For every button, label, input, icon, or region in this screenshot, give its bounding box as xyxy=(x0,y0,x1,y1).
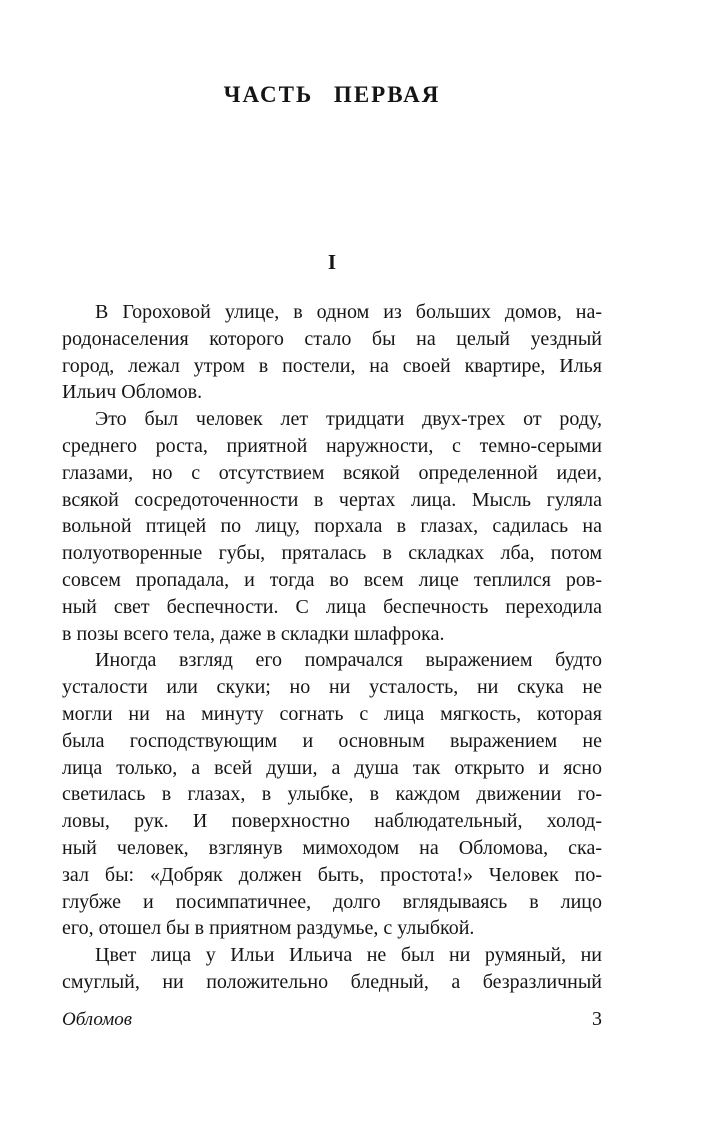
text-line: ный человек, взглянув мимоходом на Обломова, ска- xyxy=(62,836,602,859)
running-title: Обломов xyxy=(62,1009,132,1030)
text-line: Ильич Обломов. xyxy=(62,381,203,404)
text-line: родонаселения которого стало бы на целый уездный xyxy=(62,327,602,350)
page-number: 3 xyxy=(592,1008,602,1030)
text-line: ный свет беспечности. С лица беспечность переходила xyxy=(62,595,602,618)
part-title: ЧАСТЬ ПЕРВАЯ xyxy=(223,82,441,107)
text-line: была господствующим и основным выражением не xyxy=(62,729,602,752)
text-line: лица только, а всей души, а душа так открыто и ясно xyxy=(62,756,602,779)
text-line: Это был человек лет тридцати двух-трех от роду, xyxy=(95,408,602,431)
text-line: полуотворенные губы, пряталась в складках лба, потом xyxy=(62,542,602,565)
text-line: глубже и посимпатичнее, долго вглядываясь в лицо xyxy=(62,890,602,913)
text-line: зал бы: «Добряк должен быть, простота!» Человек по- xyxy=(62,863,602,886)
text-line: город, лежал утром в постели, на своей квартире, Илья xyxy=(62,354,602,377)
chapter-number: I xyxy=(327,250,337,274)
text-line: В Гороховой улице, в одном из больших домов, на- xyxy=(95,301,602,323)
text-line: усталости или скуки; но ни усталость, ни скука не xyxy=(62,676,602,699)
text-line: могли ни на минуту согнать с лица мягкость, которая xyxy=(62,702,602,725)
text-line: в позы всего тела, даже в складки шлафрока. xyxy=(62,622,445,645)
text-line: светилась в глазах, в улыбке, в каждом движении го- xyxy=(62,783,602,806)
text-line: смуглый, ни положительно бледный, а безразличный xyxy=(62,970,602,993)
text-line: Цвет лица у Ильи Ильича не был ни румяный, ни xyxy=(95,944,602,967)
text-line: вольной птицей по лицу, порхала в глазах, садилась на xyxy=(62,515,602,538)
page-footer xyxy=(62,1008,602,1031)
body-text xyxy=(62,299,602,996)
text-line: совсем пропадала, и тогда во всем лице теплился ров- xyxy=(62,568,602,591)
text-line: его, отошел бы в приятном раздумье, с улыбкой. xyxy=(62,917,475,940)
text-line: всякой сосредоточенности в чертах лица. Мысль гуляла xyxy=(62,488,602,511)
text-line: ловы, рук. И поверхностно наблюдательный, холод- xyxy=(62,810,602,833)
text-line: глазами, но с отсутствием всякой определенной идеи, xyxy=(62,461,602,484)
text-line: среднего роста, приятной наружности, с темно-серыми xyxy=(62,434,602,457)
text-line: Иногда взгляд его помрачался выражением будто xyxy=(95,649,602,672)
